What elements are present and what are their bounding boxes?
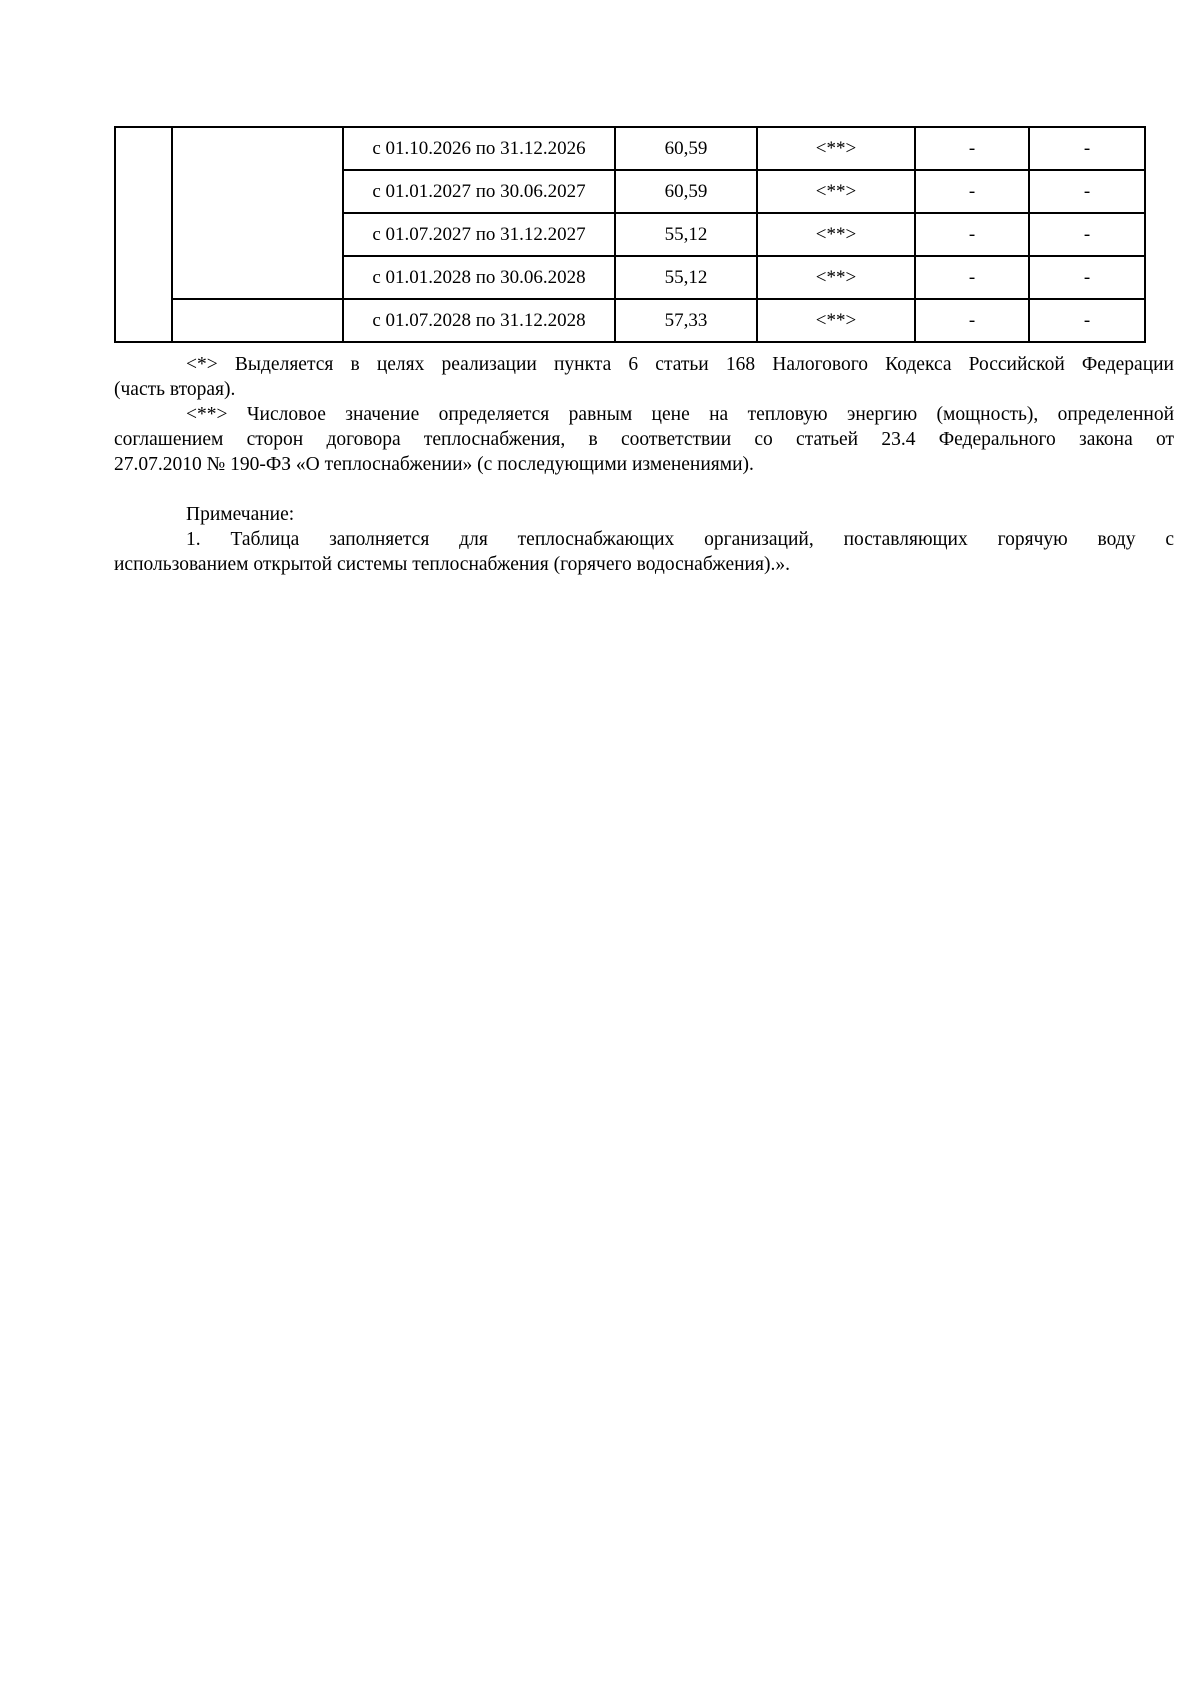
period-cell: с 01.07.2027 по 31.12.2027 — [343, 213, 615, 256]
value-cell: 60,59 — [615, 127, 757, 170]
period-cell: с 01.07.2028 по 31.12.2028 — [343, 299, 615, 342]
dash-cell: - — [915, 213, 1029, 256]
footnote-1-cont: (часть вторая). — [114, 379, 236, 400]
mark-cell: <**> — [757, 256, 915, 299]
dash-cell: - — [915, 127, 1029, 170]
table-cell-empty — [172, 127, 343, 299]
period-cell: с 01.01.2028 по 30.06.2028 — [343, 256, 615, 299]
tariff-table — [114, 126, 1146, 343]
period-cell: с 01.10.2026 по 31.12.2026 — [343, 127, 615, 170]
table-row — [115, 299, 1145, 342]
mark-cell: <**> — [757, 213, 915, 256]
mark-cell: <**> — [757, 299, 915, 342]
footnote-2-line-2: соглашением сторон договора теплоснабжения, в соответствии со статьей 23.4 Федерального закона от — [114, 429, 1174, 450]
dash-cell: - — [1029, 299, 1145, 342]
value-cell: 55,12 — [615, 256, 757, 299]
footnote-2-line-1: <**> Числовое значение определяется равным цене на тепловую энергию (мощность), определенной — [186, 404, 1174, 425]
footnote-1 — [114, 352, 1174, 377]
table-cell-empty — [172, 299, 343, 342]
table-row — [115, 127, 1145, 170]
dash-cell: - — [915, 256, 1029, 299]
remark-heading: Примечание: — [186, 504, 295, 525]
dash-cell: - — [915, 299, 1029, 342]
footnotes — [114, 352, 1174, 577]
mark-cell: <**> — [757, 127, 915, 170]
dash-cell: - — [1029, 127, 1145, 170]
value-cell: 60,59 — [615, 170, 757, 213]
footnote-2-line-3: 27.07.2010 № 190-ФЗ «О теплоснабжении» (с последующими изменениями). — [114, 454, 754, 475]
period-cell: с 01.01.2027 по 30.06.2027 — [343, 170, 615, 213]
remark-line-2: использованием открытой системы теплоснабжения (горячего водоснабжения).». — [114, 554, 790, 575]
table-cell-empty — [115, 127, 172, 342]
dash-cell: - — [915, 170, 1029, 213]
footnote-1-line-1: <*> Выделяется в целях реализации пункта 6 статьи 168 Налогового Кодекса Российской Федерации — [186, 354, 1174, 375]
dash-cell: - — [1029, 256, 1145, 299]
dash-cell: - — [1029, 170, 1145, 213]
value-cell: 55,12 — [615, 213, 757, 256]
value-cell: 57,33 — [615, 299, 757, 342]
remark-line-1: 1. Таблица заполняется для теплоснабжающих организаций, поставляющих горячую воду с — [186, 529, 1174, 550]
dash-cell: - — [1029, 213, 1145, 256]
mark-cell: <**> — [757, 170, 915, 213]
footnote-2 — [114, 402, 1174, 427]
